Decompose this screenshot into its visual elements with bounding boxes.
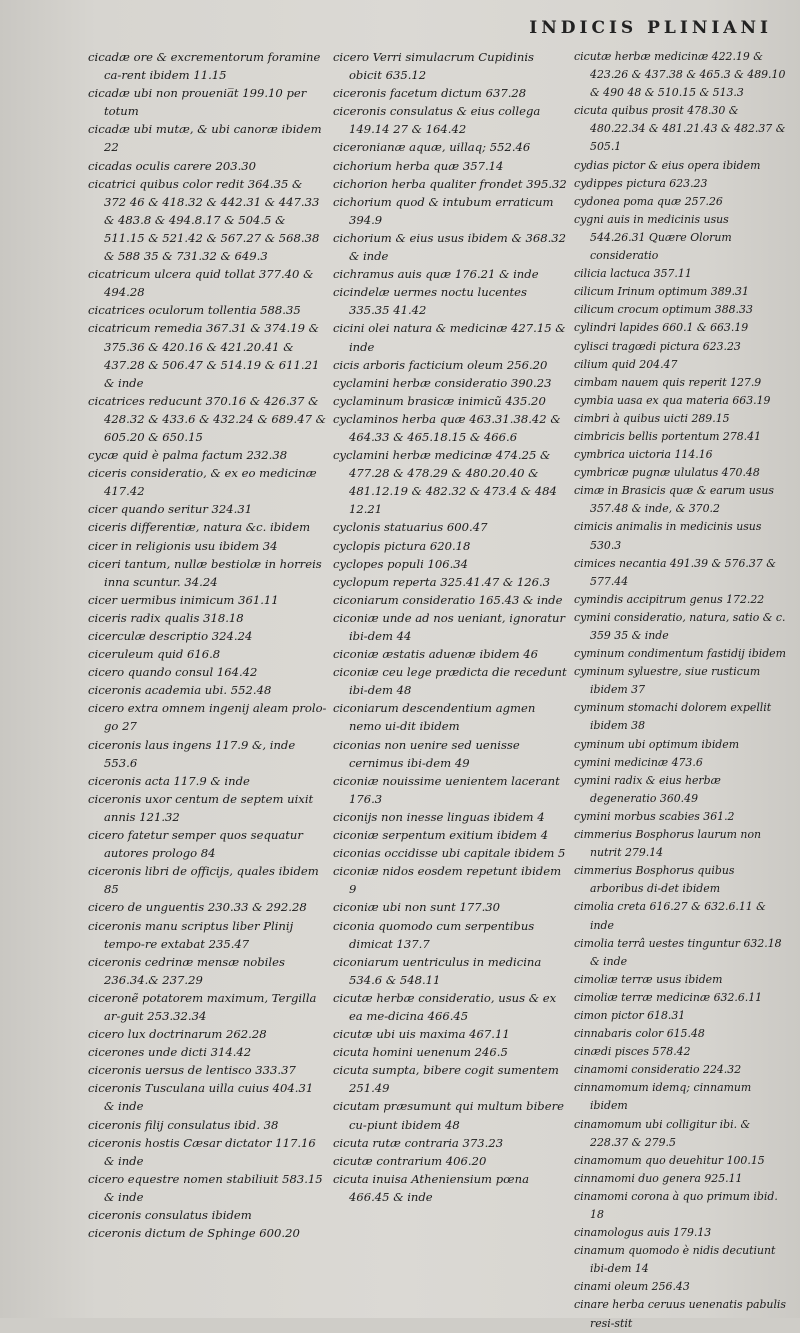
index-entry: ciconiæ ubi non sunt 177.30 — [332, 900, 501, 915]
index-entry: cicuta sumpta, bibere cogit sumentem 251.49 — [332, 1063, 559, 1096]
index-entry: ciconias non uenire sed uenisse cernimus ibi-dem 49 — [332, 737, 520, 770]
index-entry: cimbri à quibus uicti 289.15 — [574, 411, 730, 425]
index-columns — [88, 48, 786, 1330]
index-entry: ciconia quomodo cum serpentibus dimicat 137.7 — [332, 918, 535, 951]
index-entry: cinnabaris color 615.48 — [574, 1027, 705, 1041]
index-entry: cinædi pisces 578.42 — [574, 1045, 691, 1059]
index-entry: cicutæ herbæ consideratio, usus & ex ea me-dicina 466.45 — [332, 990, 557, 1023]
index-entry: ciconiæ nidos eosdem repetunt ibidem 9 — [332, 864, 562, 897]
index-entry: cinamomi corona à quo primum ibid. 18 — [574, 1189, 778, 1221]
index-entry: cimmerius Bosphorus quibus arboribus di-det ibidem — [574, 864, 735, 896]
index-entry: cicadæ ore & excrementorum foramine ca-rent ibidem 11.15 — [88, 50, 321, 83]
index-entry: cinamomum quo deuehitur 100.15 — [574, 1153, 765, 1167]
index-entry: cimices necantia 491.39 & 576.37 & 577.44 — [574, 556, 776, 588]
index-entry: cimolia terrâ uestes tinguntur 632.18 & inde — [574, 936, 782, 968]
index-column-3 — [574, 48, 786, 1330]
index-entry: cymini radix & eius herbæ degeneratio 360.49 — [574, 773, 721, 805]
index-entry: cicindelæ uermes noctu lucentes 335.35 41.42 — [332, 285, 527, 318]
index-entry: cyclamini herbæ medicinæ 474.25 & 477.28 & 478.29 & 480.20.40 & 481.12.19 & 482.32 & 473.4 & 484 12.21 — [332, 448, 557, 517]
index-entry: cicatrices reducunt 370.16 & 426.37 & 428.32 & 433.6 & 432.24 & 689.47 & 605.20 & 650.15 — [88, 393, 326, 444]
index-entry: ciceruleum quid 616.8 — [88, 647, 221, 662]
index-entry: ciconiæ æstatis aduenæ ibidem 46 — [332, 647, 539, 662]
index-entry: cicer quando seritur 324.31 — [88, 502, 253, 517]
index-entry: cimæ in Brasicis quæ & earum usus 357.48 & inde, & 370.2 — [574, 484, 774, 516]
index-entry: cichorion herba qualiter frondet 395.32 — [332, 176, 567, 191]
index-entry: cyclaminum brasicæ inimicũ 435.20 — [332, 393, 546, 408]
index-entry: cinamum quomodo è nidis decutiunt ibi-dem 14 — [574, 1244, 776, 1276]
index-entry: ciceronis hostis Cæsar dictator 117.16 & inde — [88, 1135, 316, 1168]
index-column-1 — [88, 48, 327, 1288]
index-entry: ciceronis cedrinæ mensæ nobiles 236.34.& 237.29 — [88, 954, 285, 987]
index-entry: cinnamomi duo genera 925.11 — [574, 1171, 743, 1185]
index-entry: cimolia creta 616.27 & 632.6.11 & inde — [574, 900, 766, 932]
index-entry: cymindis accipitrum genus 172.22 — [574, 592, 765, 606]
index-entry: cimmerius Bosphorus laurum non nutrit 279.14 — [574, 828, 762, 860]
index-entry: ciceronianæ aquæ, uillaq; 552.46 — [332, 140, 531, 155]
index-entry: ciconiæ nouissime uenientem lacerant 176.3 — [332, 773, 560, 806]
index-entry: cinamomum ubi colligitur ibi. & 228.37 & 279.5 — [574, 1117, 751, 1149]
index-entry: ciceronis laus ingens 117.9 &, inde 553.6 — [88, 737, 296, 770]
index-entry: cylisci tragœdi pictura 623.23 — [574, 339, 741, 353]
index-entry: cycæ quid è palma factum 232.38 — [88, 448, 288, 463]
index-entry: ciconiæ unde ad nos ueniant, ignoratur ibi-dem 44 — [332, 610, 565, 643]
index-entry: ciceronis acta 117.9 & inde — [88, 773, 250, 788]
running-header: INDICIS PLINIANI — [529, 18, 772, 38]
index-entry: ciceronis consulatus ibidem — [88, 1208, 252, 1222]
index-entry: cicatricum ulcera quid tollat 377.40 & 494.28 — [88, 267, 314, 300]
index-entry: ciceronis libri de officijs, quales ibidem 85 — [88, 864, 319, 897]
index-entry: cilicia lactuca 357.11 — [574, 267, 692, 281]
index-entry: ciconiarum consideratio 165.43 & inde — [332, 592, 563, 607]
index-entry: cicero quando consul 164.42 — [88, 665, 258, 680]
index-entry: cicero equestre nomen stabiliuit 583.15 & inde — [88, 1171, 323, 1204]
index-entry: cilicum Irinum optimum 389.31 — [574, 285, 749, 299]
index-entry: cydonea poma quæ 257.26 — [574, 194, 723, 208]
index-entry: ciconijs non inesse linguas ibidem 4 — [332, 809, 545, 824]
index-entry: cimbam nauem quis reperit 127.9 — [574, 375, 762, 389]
index-entry: cyclaminos herba quæ 463.31.38.42 & 464.33 & 465.18.15 & 466.6 — [332, 411, 561, 444]
index-entry: cinnamomum idemq; cinnamum ibidem — [574, 1081, 752, 1113]
index-entry: ciceri tantum, nullæ bestiolæ in horreis inna scuntur. 34.24 — [88, 556, 322, 589]
index-entry: cinare herba ceruus uenenatis pabulis resi-stit — [574, 1298, 786, 1330]
index-entry: ciceronis Tusculana uilla cuius 404.31 & inde — [88, 1081, 314, 1114]
index-entry: ciceronis uersus de lentisco 333.37 — [88, 1063, 296, 1078]
index-entry: cicer uermibus inimicum 361.11 — [88, 592, 279, 607]
index-entry: cicini olei natura & medicinæ 427.15 & inde — [332, 321, 566, 354]
index-entry: cyminum stomachi dolorem expellit ibidem 38 — [574, 701, 772, 733]
index-entry: cicero extra omnem ingenij aleam prolo-go 27 — [88, 701, 327, 734]
index-entry: cyclopis pictura 620.18 — [332, 538, 471, 553]
index-entry: cicutam præsumunt qui multum bibere cu-piunt ibidem 48 — [332, 1099, 564, 1132]
index-entry: cicatrici quibus color redit 364.35 & 372 46 & 418.32 & 442.31 & 447.33 & 483.8 & 494.8.17 & 504.5 & 511.15 & 521.42 & 567.27 & 568.38 & 588 35 & 731.32 & 649.3 — [88, 176, 320, 264]
index-entry: cichorium & eius usus ibidem & 368.32 & inde — [332, 230, 567, 264]
index-entry: ciceris radix qualis 318.18 — [88, 610, 244, 625]
index-entry: cymini medicinæ 473.6 — [574, 755, 703, 769]
index-entry: cilicum crocum optimum 388.33 — [574, 303, 753, 317]
index-entry: cinami oleum 256.43 — [574, 1280, 690, 1294]
index-entry: ciceris consideratio, & ex eo medicinæ 417.42 — [88, 466, 317, 499]
index-entry: cimoliæ terræ medicinæ 632.6.11 — [574, 990, 763, 1004]
index-entry: cylindri lapides 660.1 & 663.19 — [574, 321, 749, 335]
index-entry: cicadæ ubi non prouenia̅t 199.10 per totum — [88, 86, 307, 119]
index-entry: ciceronis consulatus & eius collega 149.14 27 & 164.42 — [332, 104, 541, 137]
index-entry: cydias pictor & eius opera ibidem — [574, 158, 761, 172]
index-entry: cicuta rutæ contraria 373.23 — [332, 1135, 504, 1150]
index-entry: cicatrices oculorum tollentia 588.35 — [88, 303, 301, 318]
index-entry: ciceronis filij consulatus ibid. 38 — [88, 1117, 279, 1132]
index-entry: cicuta quibus prosit 478.30 & 480.22.34 & 481.21.43 & 482.37 & 505.1 — [574, 104, 786, 154]
index-entry: cyclopes populi 106.34 — [332, 556, 469, 571]
index-entry: ciceronis academia ubi. 552.48 — [88, 683, 272, 698]
index-entry: cicutæ herbæ medicinæ 422.19 & 423.26 & 437.38 & 465.3 & 489.10 & 490 48 & 510.15 & 513.3 — [574, 50, 786, 100]
index-entry: cyminum ubi optimum ibidem — [574, 737, 740, 751]
index-column-2 — [333, 48, 568, 1288]
index-entry: ciconiarum uentriculus in medicina 534.6 & 548.11 — [332, 954, 542, 987]
index-entry: ciceronis dictum de Sphinge 600.20 — [88, 1226, 300, 1241]
index-entry: cilium quid 204.47 — [574, 357, 678, 371]
index-entry: cicero de unguentis 230.33 & 292.28 — [88, 900, 307, 915]
index-entry: cicadas oculis carere 203.30 — [88, 158, 257, 173]
index-entry: cymini morbus scabies 361.2 — [574, 809, 735, 823]
index-entry: cinamologus auis 179.13 — [574, 1226, 712, 1240]
index-entry: ciconiæ serpentum exitium ibidem 4 — [332, 828, 549, 843]
index-entry: ciceronis uxor centum de septem uixit annis 121.32 — [88, 791, 314, 824]
index-entry: cimon pictor 618.31 — [574, 1008, 686, 1022]
index-entry: cinamomi consideratio 224.32 — [574, 1063, 742, 1077]
index-entry: cicadæ ubi mutæ, & ubi canoræ ibidem 22 — [88, 122, 322, 155]
index-entry: cymbia uasa ex qua materia 663.19 — [574, 393, 771, 407]
index-entry: ciconiarum descendentium agmen nemo ui-dit ibidem — [332, 701, 536, 734]
index-entry: ciceronis manu scriptus liber Plinij tempo-re extabat 235.47 — [88, 918, 294, 951]
index-entry: cimbricis bellis portentum 278.41 — [574, 429, 762, 443]
index-entry: cichorium herba quæ 357.14 — [332, 158, 504, 173]
index-entry: cyminum condimentum fastidij ibidem — [574, 647, 786, 661]
index-entry: cymbricæ pugnæ ululatus 470.48 — [574, 466, 760, 480]
index-entry: cyclonis statuarius 600.47 — [332, 520, 488, 535]
index-entry: cicerculæ descriptio 324.24 — [88, 629, 253, 643]
index-entry: cicutæ contrarium 406.20 — [332, 1153, 487, 1168]
index-entry: cicero lux doctrinarum 262.28 — [88, 1027, 267, 1042]
index-entry: ciceronẽ potatorem maximum, Tergilla ar-guit 253.32.34 — [88, 990, 317, 1023]
index-entry: cicis arboris facticium oleum 256.20 — [332, 357, 548, 372]
index-entry: cicero fatetur semper quos sequatur autores prologo 84 — [88, 828, 303, 861]
index-entry: cichramus auis quæ 176.21 & inde — [332, 267, 539, 282]
index-entry: ciconiæ ceu lege prædicta die recedunt ibi-dem 48 — [332, 665, 567, 698]
index-entry: cyclamini herbæ consideratio 390.23 — [332, 375, 552, 390]
index-entry: cimoliæ terræ usus ibidem — [574, 972, 723, 986]
index-entry: cichorium quod & intubum erraticum 394.9 — [332, 194, 554, 227]
index-entry: cimicis animalis in medicinis usus 530.3 — [574, 520, 762, 552]
index-entry: cygni auis in medicinis usus 544.26.31 Quære Olorum consideratio — [574, 212, 732, 263]
index-entry: cyminum syluestre, siue rusticum ibidem 37 — [574, 665, 761, 697]
index-entry: cydippes pictura 623.23 — [574, 176, 708, 190]
index-entry: cymini consideratio, natura, satio & c. 359 35 & inde — [574, 610, 786, 642]
index-entry: cicuta homini uenenum 246.5 — [332, 1045, 508, 1060]
index-entry: cicutæ ubi uis maxima 467.11 — [332, 1027, 510, 1042]
index-entry: cicer in religionis usu ibidem 34 — [88, 538, 278, 553]
index-entry: ciconias occidisse ubi capitale ibidem 5 — [332, 846, 566, 861]
index-entry: cymbrica uictoria 114.16 — [574, 448, 713, 462]
index-entry: ciceris differentiæ, natura &c. ibidem — [88, 520, 311, 535]
index-entry: cyclopum reperta 325.41.47 & 126.3 — [332, 574, 551, 589]
index-entry: ciceronis facetum dictum 637.28 — [332, 86, 527, 101]
index-entry: cicuta inuisa Atheniensium pœna 466.45 & inde — [332, 1171, 529, 1204]
index-entry: cicatricum remedia 367.31 & 374.19 & 375.36 & 420.16 & 421.20.41 & 437.28 & 506.47 & 514.19 & 611.21 & inde — [88, 321, 320, 390]
index-entry: cicerones unde dicti 314.42 — [88, 1045, 252, 1060]
index-entry: cicero Verri simulacrum Cupidinis obicit 635.12 — [332, 50, 534, 83]
